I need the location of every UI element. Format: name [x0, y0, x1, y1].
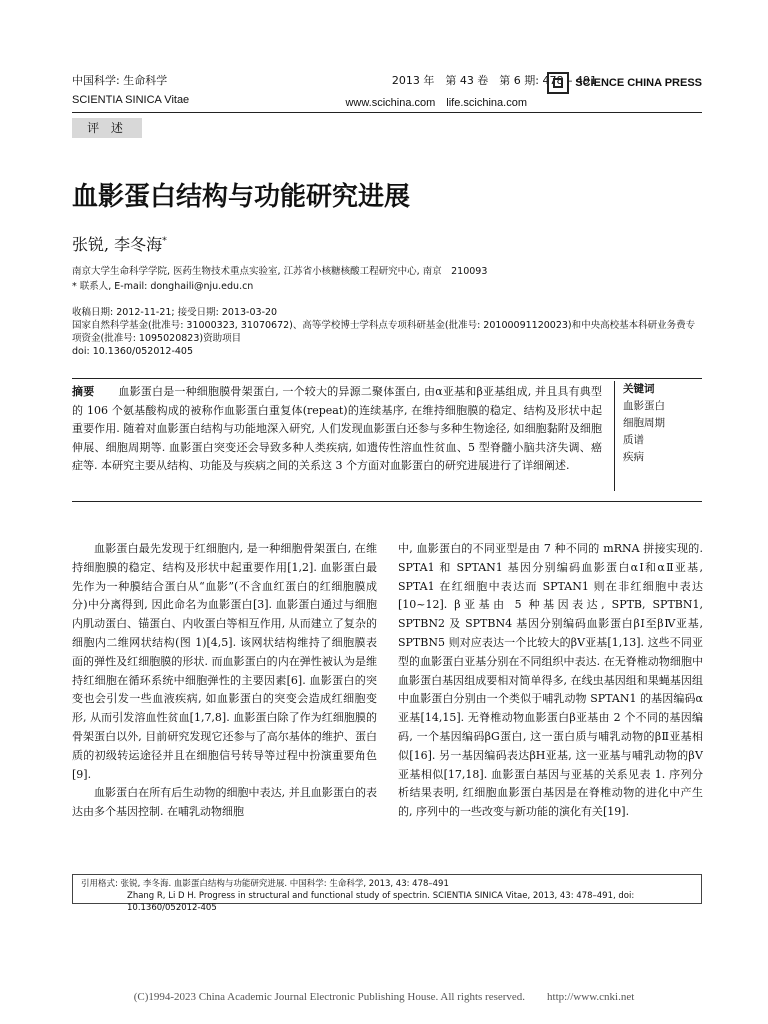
- received-dates: 收稿日期: 2012-11-21; 接受日期: 2013-03-20: [72, 307, 278, 318]
- body-paragraph: 血影蛋白最先发现于红细胞内, 是一种细胞骨架蛋白, 在维持细胞膜的稳定、结构及形状中起重要作用[1,2]. 血影蛋白最先作为一种膜结合蛋白从“血影”(不含血红蛋白的红细胞膜成分)中分离得到, 因此命名为血影蛋白[3]. 血影蛋白通过与细胞内肌动蛋白、锚蛋白、内收蛋白等相互作用, 从而建立了复杂的细胞内二维网状结构(图 1)[4,5]. 该网状结构维持了细胞膜表面的弹性及红细胞膜的形状. 而血影蛋白的内在弹性被认为是维持红细胞在循环系统中细胞弹性的主要因素[6]. 血影蛋白的突变也会引发一些血液疾病, 如血影蛋白的突变会造成红细胞变形, 从而引发溶血性贫血[1,7,8]. 血影蛋白除了作为红细胞膜的骨架蛋白以外, 目前研究发现它还参与了高尔基体的维护、蛋白质的初级转运途径并且在细胞信号转导等过程中扮演重要角色[9].: [72, 542, 377, 781]
- citation-cn: 引用格式: 张锐, 李冬海. 血影蛋白结构与功能研究进展. 中国科学: 生命科学, 2013, 43: 478–491: [81, 879, 449, 889]
- journal-name-cn: 中国科学: 生命科学: [72, 74, 168, 87]
- abstract-label: 摘要: [72, 385, 95, 398]
- body-paragraph: 中, 血影蛋白的不同亚型是由 7 种不同的 mRNA 拼接实现的. SPTA1 和 SPTAN1 基因分别编码血影蛋白αⅠ和αⅡ亚基, SPTA1 在红细胞中表达而 SPTAN1 则在非红细胞中表达[10~12]. β亚基由 5 种基因表达, SPTB, SPTBN1, SPTBN2 及 SPTBN4 基因分别编码血影蛋白βⅠ至βⅣ亚基, SPTBN5 则对应表达一个比较大的βⅤ亚基[1,13]. 这些不同亚型的血影蛋白亚基分别在不同组织中表达. 在无脊椎动物细胞中血影蛋白基因组成要相对简单得多, 在线虫基因组和果蝇基因组中血影蛋白分别由一个类似于哺乳动物 SPTAN1 的基因编码α亚基[14,15]. 无脊椎动物血影蛋白β亚基由 2 个不同的基因编码, 一个基因编码βG蛋白, 这一蛋白质与哺乳动物的βⅡ亚基相似[16]. 另一基因编码表达βH亚基, 这一亚基与哺乳动物的βⅤ亚基相似[17,18]. 血影蛋白基因与亚基的关系见表 1. 序列分析结果表明, 红细胞血影蛋白基因是在脊椎动物的进化中产生的, 序列中的一些改变与新功能的演化有关[19].: [398, 542, 703, 819]
- body-paragraph: 血影蛋白在所有后生动物的细胞中表达, 并且血影蛋白的表达由多个基因控制. 在哺乳动物细胞: [72, 786, 377, 819]
- citation-en: Zhang R, Li D H. Progress in structural and functional study of spectrin. SCIENTIA SINICA Vitae, 2013, 43: 478–491, doi: 10.1360/052012-405: [127, 891, 635, 913]
- citation-box: [72, 874, 702, 913]
- publisher-logo-icon: [547, 72, 569, 94]
- issue-info: 2013 年 第 43 卷 第 6 期: 478 – 491: [391, 74, 597, 87]
- article-category-badge: 评 述: [72, 118, 142, 138]
- corresponding-author-mark: *: [162, 236, 167, 247]
- journal-name-en: SCIENTIA SINICA Vitae: [72, 94, 190, 106]
- copyright-footer: (C)1994-2023 China Academic Journal Electronic Publishing House. All rights reserved. http://www.cnki.net: [133, 991, 635, 1003]
- article-title: 血影蛋白结构与功能研究进展: [72, 182, 411, 212]
- author-list: [72, 232, 167, 255]
- publisher-logo: [547, 72, 702, 94]
- keyword-item: 血影蛋白: [623, 400, 665, 412]
- keywords-label: 关键词: [623, 383, 655, 395]
- body-column-left: [72, 540, 377, 822]
- keywords-panel: [614, 381, 702, 491]
- doi[interactable]: doi: 10.1360/052012-405: [72, 346, 194, 357]
- affiliation-block: [72, 264, 712, 294]
- funding-info: 国家自然科学基金(批准号: 31000323, 31070672)、高等学校博士学科点专项科研基金(批准号: 20100091120023)和中央高校基本科研业务费专项资金(批准号: 1095020823)资助项目: [72, 320, 696, 344]
- abstract-body: [72, 383, 602, 476]
- contact-email[interactable]: * 联系人, E-mail: donghaili@nju.edu.cn: [72, 281, 254, 292]
- keyword-item: 质谱: [623, 434, 644, 446]
- abstract-section: [72, 378, 702, 502]
- article-meta: [72, 306, 702, 358]
- author-names: 张锐, 李冬海: [72, 235, 163, 254]
- keyword-item: 疾病: [623, 451, 644, 463]
- keyword-item: 细胞周期: [623, 417, 665, 429]
- affiliation: 南京大学生命科学学院, 医药生物技术重点实验室, 江苏省小核糖核酸工程研究中心, 南京 210093: [72, 266, 488, 277]
- journal-urls[interactable]: www.scichina.com life.scichina.com: [345, 97, 527, 109]
- abstract-text: 血影蛋白是一种细胞膜骨架蛋白, 一个较大的异源二聚体蛋白, 由α亚基和β亚基组成, 并且具有典型的 106 个氨基酸构成的被称作血影蛋白重复体(repeat)的连续基序, 在维持细胞膜的稳定、结构及形状中起重要作用. 随着对血影蛋白结构与功能地深入研究, 人们发现血影蛋白还参与多种生物途径, 如细胞黏附及细胞伸展、细胞周期等. 血影蛋白突变还会导致多种人类疾病, 如遗传性溶血性贫血、5 型脊髓小脑共济失调、癌症等. 本研究主要从结构、功能及与疾病之间的关系这 3 个方面对血影蛋白的研究进展进行了详细阐述.: [72, 385, 603, 472]
- journal-header: [72, 68, 702, 113]
- body-column-right: [398, 540, 703, 822]
- publisher-name: SCIENCE CHINA PRESS: [575, 77, 702, 89]
